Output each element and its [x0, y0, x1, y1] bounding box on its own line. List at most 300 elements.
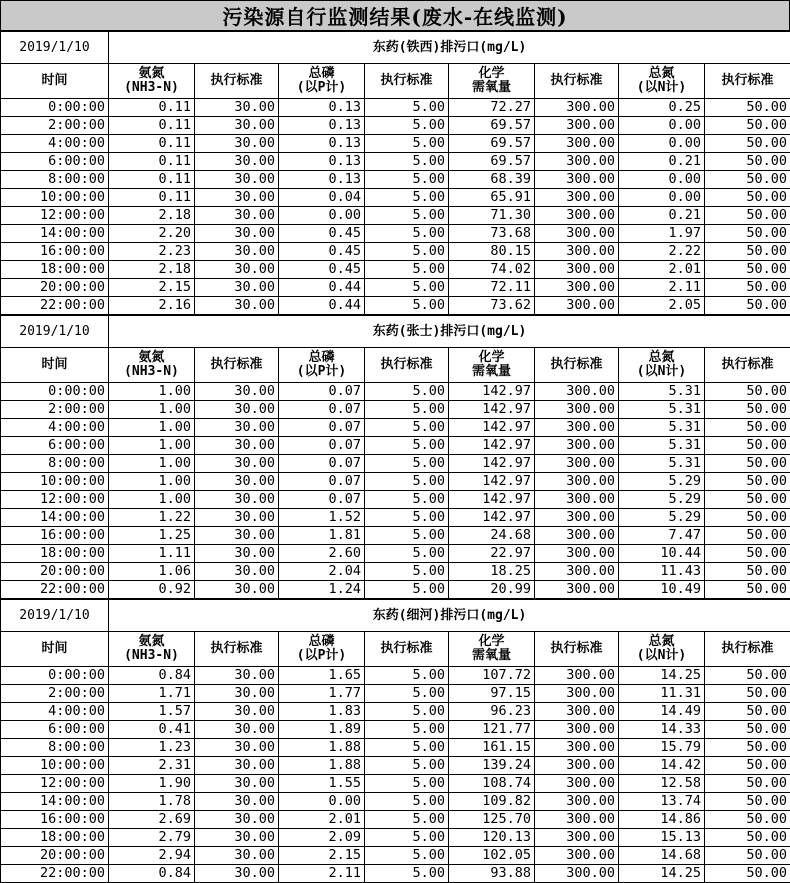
- value-cell: 50.00: [705, 865, 790, 883]
- value-cell: 1.06: [109, 563, 195, 581]
- column-header: [279, 64, 365, 99]
- value-cell: 1.23: [109, 739, 195, 757]
- value-cell: 5.00: [365, 667, 449, 685]
- value-cell: 0.07: [279, 455, 365, 473]
- value-cell: 0.45: [279, 243, 365, 261]
- value-cell: 142.97: [449, 473, 535, 491]
- value-cell: 30.00: [195, 545, 279, 563]
- column-header-line: 执行标准: [705, 74, 790, 88]
- column-header-line: 总氮: [619, 635, 704, 649]
- value-cell: 139.24: [449, 757, 535, 775]
- time-cell: 20:00:00: [1, 847, 109, 865]
- table-row: [1, 455, 790, 473]
- value-cell: 24.68: [449, 527, 535, 545]
- value-cell: 300.00: [535, 775, 619, 793]
- value-cell: 5.00: [365, 847, 449, 865]
- value-cell: 300.00: [535, 473, 619, 491]
- value-cell: 300.00: [535, 455, 619, 473]
- value-cell: 50.00: [705, 811, 790, 829]
- table-row: [1, 225, 790, 243]
- column-header: [109, 64, 195, 99]
- value-cell: 0.04: [279, 189, 365, 207]
- value-cell: 300.00: [535, 99, 619, 117]
- value-cell: 5.31: [619, 383, 705, 401]
- table-row: [1, 793, 790, 811]
- column-header: [279, 348, 365, 383]
- time-cell: 4:00:00: [1, 419, 109, 437]
- value-cell: 50.00: [705, 757, 790, 775]
- value-cell: 300.00: [535, 581, 619, 599]
- value-cell: 0.07: [279, 437, 365, 455]
- value-cell: 50.00: [705, 581, 790, 599]
- value-cell: 5.31: [619, 455, 705, 473]
- column-header: [449, 348, 535, 383]
- table-row: [1, 685, 790, 703]
- table-row: [1, 847, 790, 865]
- value-cell: 300.00: [535, 847, 619, 865]
- time-cell: 0:00:00: [1, 99, 109, 117]
- table-row: [1, 509, 790, 527]
- value-cell: 300.00: [535, 865, 619, 883]
- value-cell: 5.00: [365, 757, 449, 775]
- column-header: [705, 632, 790, 667]
- column-header: [365, 64, 449, 99]
- column-header-line: 总磷: [279, 67, 364, 81]
- time-cell: 6:00:00: [1, 437, 109, 455]
- value-cell: 0.13: [279, 153, 365, 171]
- value-cell: 14.42: [619, 757, 705, 775]
- value-cell: 300.00: [535, 171, 619, 189]
- value-cell: 300.00: [535, 135, 619, 153]
- value-cell: 5.00: [365, 401, 449, 419]
- value-cell: 30.00: [195, 757, 279, 775]
- column-header: [449, 632, 535, 667]
- table-row: [1, 99, 790, 117]
- value-cell: 50.00: [705, 279, 790, 297]
- value-cell: 300.00: [535, 667, 619, 685]
- value-cell: 7.47: [619, 527, 705, 545]
- value-cell: 142.97: [449, 419, 535, 437]
- table-row: [1, 207, 790, 225]
- value-cell: 5.00: [365, 491, 449, 509]
- value-cell: 30.00: [195, 739, 279, 757]
- value-cell: 0.07: [279, 491, 365, 509]
- column-header-line: 执行标准: [365, 642, 448, 656]
- column-header: [535, 632, 619, 667]
- section-outlet-title: 东药(张士)排污口(mg/L): [109, 316, 790, 348]
- time-cell: 8:00:00: [1, 171, 109, 189]
- time-cell: 22:00:00: [1, 581, 109, 599]
- value-cell: 300.00: [535, 703, 619, 721]
- value-cell: 5.00: [365, 279, 449, 297]
- table-row: [1, 117, 790, 135]
- value-cell: 30.00: [195, 703, 279, 721]
- value-cell: 5.31: [619, 419, 705, 437]
- value-cell: 1.77: [279, 685, 365, 703]
- column-header-line: 执行标准: [705, 642, 790, 656]
- value-cell: 5.00: [365, 721, 449, 739]
- value-cell: 5.00: [365, 793, 449, 811]
- value-cell: 50.00: [705, 99, 790, 117]
- value-cell: 5.00: [365, 189, 449, 207]
- value-cell: 74.02: [449, 261, 535, 279]
- value-cell: 30.00: [195, 171, 279, 189]
- column-header-line: 化学: [449, 351, 534, 365]
- value-cell: 1.88: [279, 739, 365, 757]
- value-cell: 50.00: [705, 829, 790, 847]
- value-cell: 50.00: [705, 667, 790, 685]
- value-cell: 14.33: [619, 721, 705, 739]
- section-outlet-title: 东药(铁西)排污口(mg/L): [109, 32, 790, 64]
- value-cell: 300.00: [535, 383, 619, 401]
- value-cell: 1.00: [109, 437, 195, 455]
- value-cell: 300.00: [535, 401, 619, 419]
- value-cell: 300.00: [535, 153, 619, 171]
- value-cell: 30.00: [195, 261, 279, 279]
- value-cell: 30.00: [195, 829, 279, 847]
- value-cell: 96.23: [449, 703, 535, 721]
- time-cell: 16:00:00: [1, 243, 109, 261]
- value-cell: 18.25: [449, 563, 535, 581]
- value-cell: 0.13: [279, 171, 365, 189]
- table-row: [1, 419, 790, 437]
- column-header-line: 总氮: [619, 351, 704, 365]
- value-cell: 50.00: [705, 545, 790, 563]
- value-cell: 5.00: [365, 243, 449, 261]
- value-cell: 5.00: [365, 99, 449, 117]
- value-cell: 0.45: [279, 225, 365, 243]
- value-cell: 0.11: [109, 171, 195, 189]
- table-row: [1, 703, 790, 721]
- column-header: [365, 632, 449, 667]
- value-cell: 30.00: [195, 243, 279, 261]
- value-cell: 97.15: [449, 685, 535, 703]
- value-cell: 300.00: [535, 545, 619, 563]
- value-cell: 50.00: [705, 225, 790, 243]
- value-cell: 12.58: [619, 775, 705, 793]
- value-cell: 30.00: [195, 207, 279, 225]
- value-cell: 5.00: [365, 473, 449, 491]
- value-cell: 2.20: [109, 225, 195, 243]
- value-cell: 30.00: [195, 419, 279, 437]
- column-header-line: (以N计): [619, 649, 704, 663]
- value-cell: 69.57: [449, 153, 535, 171]
- value-cell: 0.00: [619, 189, 705, 207]
- value-cell: 142.97: [449, 437, 535, 455]
- table-row: [1, 297, 790, 315]
- table-row: [1, 279, 790, 297]
- value-cell: 50.00: [705, 401, 790, 419]
- column-header: [1, 64, 109, 99]
- column-header: [109, 348, 195, 383]
- value-cell: 161.15: [449, 739, 535, 757]
- column-header: [535, 348, 619, 383]
- value-cell: 5.00: [365, 545, 449, 563]
- column-header-line: 时间: [1, 74, 108, 88]
- time-cell: 22:00:00: [1, 865, 109, 883]
- value-cell: 5.00: [365, 563, 449, 581]
- value-cell: 5.00: [365, 207, 449, 225]
- value-cell: 5.00: [365, 117, 449, 135]
- value-cell: 300.00: [535, 739, 619, 757]
- value-cell: 14.25: [619, 865, 705, 883]
- value-cell: 80.15: [449, 243, 535, 261]
- value-cell: 30.00: [195, 279, 279, 297]
- value-cell: 5.00: [365, 581, 449, 599]
- value-cell: 50.00: [705, 117, 790, 135]
- table-row: [1, 757, 790, 775]
- value-cell: 5.29: [619, 509, 705, 527]
- value-cell: 2.01: [279, 811, 365, 829]
- column-header: [705, 348, 790, 383]
- value-cell: 0.11: [109, 135, 195, 153]
- value-cell: 30.00: [195, 527, 279, 545]
- value-cell: 2.09: [279, 829, 365, 847]
- value-cell: 65.91: [449, 189, 535, 207]
- time-cell: 18:00:00: [1, 829, 109, 847]
- value-cell: 1.00: [109, 383, 195, 401]
- time-cell: 20:00:00: [1, 563, 109, 581]
- value-cell: 300.00: [535, 419, 619, 437]
- column-header: [365, 348, 449, 383]
- table-row: [1, 721, 790, 739]
- time-cell: 8:00:00: [1, 455, 109, 473]
- value-cell: 50.00: [705, 135, 790, 153]
- value-cell: 50.00: [705, 721, 790, 739]
- value-cell: 0.21: [619, 207, 705, 225]
- value-cell: 30.00: [195, 509, 279, 527]
- table-row: [1, 581, 790, 599]
- value-cell: 1.65: [279, 667, 365, 685]
- value-cell: 1.81: [279, 527, 365, 545]
- value-cell: 50.00: [705, 207, 790, 225]
- value-cell: 1.55: [279, 775, 365, 793]
- time-cell: 16:00:00: [1, 527, 109, 545]
- value-cell: 102.05: [449, 847, 535, 865]
- value-cell: 5.00: [365, 527, 449, 545]
- table-row: [1, 135, 790, 153]
- value-cell: 30.00: [195, 383, 279, 401]
- value-cell: 0.13: [279, 99, 365, 117]
- column-header: [619, 348, 705, 383]
- time-cell: 2:00:00: [1, 401, 109, 419]
- value-cell: 30.00: [195, 667, 279, 685]
- value-cell: 73.68: [449, 225, 535, 243]
- value-cell: 108.74: [449, 775, 535, 793]
- time-cell: 6:00:00: [1, 721, 109, 739]
- value-cell: 300.00: [535, 261, 619, 279]
- column-header: [619, 632, 705, 667]
- value-cell: 0.00: [619, 171, 705, 189]
- value-cell: 0.13: [279, 117, 365, 135]
- value-cell: 50.00: [705, 297, 790, 315]
- value-cell: 0.21: [619, 153, 705, 171]
- value-cell: 142.97: [449, 455, 535, 473]
- column-header-line: 需氧量: [449, 649, 534, 663]
- value-cell: 142.97: [449, 509, 535, 527]
- time-cell: 4:00:00: [1, 135, 109, 153]
- column-header-line: 执行标准: [195, 74, 278, 88]
- time-cell: 18:00:00: [1, 545, 109, 563]
- time-cell: 14:00:00: [1, 225, 109, 243]
- value-cell: 142.97: [449, 401, 535, 419]
- table-row: [1, 171, 790, 189]
- column-header: [449, 64, 535, 99]
- value-cell: 15.13: [619, 829, 705, 847]
- value-cell: 50.00: [705, 153, 790, 171]
- column-header-line: (以N计): [619, 81, 704, 95]
- table-row: [1, 153, 790, 171]
- value-cell: 300.00: [535, 829, 619, 847]
- value-cell: 0.00: [619, 117, 705, 135]
- section-table: [0, 31, 790, 315]
- value-cell: 72.27: [449, 99, 535, 117]
- value-cell: 0.41: [109, 721, 195, 739]
- value-cell: 14.68: [619, 847, 705, 865]
- value-cell: 300.00: [535, 527, 619, 545]
- value-cell: 1.00: [109, 419, 195, 437]
- column-header-line: (以P计): [279, 81, 364, 95]
- value-cell: 30.00: [195, 491, 279, 509]
- value-cell: 1.52: [279, 509, 365, 527]
- value-cell: 14.25: [619, 667, 705, 685]
- value-cell: 300.00: [535, 491, 619, 509]
- column-header: [279, 632, 365, 667]
- table-row: [1, 545, 790, 563]
- value-cell: 2.05: [619, 297, 705, 315]
- table-row: [1, 261, 790, 279]
- value-cell: 71.30: [449, 207, 535, 225]
- value-cell: 0.07: [279, 383, 365, 401]
- value-cell: 125.70: [449, 811, 535, 829]
- time-cell: 2:00:00: [1, 685, 109, 703]
- value-cell: 120.13: [449, 829, 535, 847]
- value-cell: 142.97: [449, 491, 535, 509]
- table-row: [1, 563, 790, 581]
- column-header-line: 执行标准: [365, 358, 448, 372]
- value-cell: 20.99: [449, 581, 535, 599]
- value-cell: 0.45: [279, 261, 365, 279]
- value-cell: 50.00: [705, 261, 790, 279]
- table-row: [1, 189, 790, 207]
- value-cell: 5.29: [619, 491, 705, 509]
- value-cell: 68.39: [449, 171, 535, 189]
- value-cell: 5.00: [365, 383, 449, 401]
- value-cell: 50.00: [705, 491, 790, 509]
- value-cell: 0.13: [279, 135, 365, 153]
- value-cell: 0.11: [109, 189, 195, 207]
- value-cell: 1.97: [619, 225, 705, 243]
- value-cell: 107.72: [449, 667, 535, 685]
- table-row: [1, 491, 790, 509]
- value-cell: 300.00: [535, 685, 619, 703]
- value-cell: 5.00: [365, 811, 449, 829]
- table-row: [1, 527, 790, 545]
- value-cell: 5.31: [619, 437, 705, 455]
- value-cell: 5.00: [365, 225, 449, 243]
- table-row: [1, 775, 790, 793]
- table-row: [1, 401, 790, 419]
- value-cell: 50.00: [705, 563, 790, 581]
- column-header: [535, 64, 619, 99]
- value-cell: 0.00: [279, 207, 365, 225]
- time-cell: 16:00:00: [1, 811, 109, 829]
- value-cell: 109.82: [449, 793, 535, 811]
- column-header-line: (以N计): [619, 365, 704, 379]
- value-cell: 5.00: [365, 865, 449, 883]
- value-cell: 0.44: [279, 279, 365, 297]
- value-cell: 50.00: [705, 383, 790, 401]
- value-cell: 0.25: [619, 99, 705, 117]
- value-cell: 2.18: [109, 207, 195, 225]
- value-cell: 0.00: [619, 135, 705, 153]
- value-cell: 11.43: [619, 563, 705, 581]
- time-cell: 12:00:00: [1, 491, 109, 509]
- value-cell: 2.69: [109, 811, 195, 829]
- column-header: [619, 64, 705, 99]
- value-cell: 0.11: [109, 99, 195, 117]
- time-cell: 10:00:00: [1, 757, 109, 775]
- value-cell: 30.00: [195, 473, 279, 491]
- value-cell: 300.00: [535, 757, 619, 775]
- value-cell: 11.31: [619, 685, 705, 703]
- column-header: [195, 348, 279, 383]
- value-cell: 14.49: [619, 703, 705, 721]
- column-header: [109, 632, 195, 667]
- table-row: [1, 739, 790, 757]
- value-cell: 1.00: [109, 473, 195, 491]
- column-header-line: 时间: [1, 358, 108, 372]
- value-cell: 1.11: [109, 545, 195, 563]
- value-cell: 2.15: [109, 279, 195, 297]
- time-cell: 12:00:00: [1, 207, 109, 225]
- value-cell: 300.00: [535, 117, 619, 135]
- value-cell: 1.00: [109, 401, 195, 419]
- value-cell: 142.97: [449, 383, 535, 401]
- value-cell: 30.00: [195, 563, 279, 581]
- column-header-line: 化学: [449, 67, 534, 81]
- value-cell: 30.00: [195, 135, 279, 153]
- column-header-line: (NH3-N): [109, 649, 194, 663]
- value-cell: 300.00: [535, 225, 619, 243]
- value-cell: 72.11: [449, 279, 535, 297]
- value-cell: 50.00: [705, 419, 790, 437]
- value-cell: 0.84: [109, 667, 195, 685]
- value-cell: 30.00: [195, 225, 279, 243]
- value-cell: 2.22: [619, 243, 705, 261]
- value-cell: 93.88: [449, 865, 535, 883]
- column-header-line: 执行标准: [365, 74, 448, 88]
- value-cell: 30.00: [195, 437, 279, 455]
- time-cell: 18:00:00: [1, 261, 109, 279]
- column-header-line: 总磷: [279, 635, 364, 649]
- value-cell: 30.00: [195, 865, 279, 883]
- value-cell: 300.00: [535, 207, 619, 225]
- value-cell: 1.90: [109, 775, 195, 793]
- time-cell: 4:00:00: [1, 703, 109, 721]
- table-row: [1, 811, 790, 829]
- value-cell: 121.77: [449, 721, 535, 739]
- time-cell: 8:00:00: [1, 739, 109, 757]
- value-cell: 0.84: [109, 865, 195, 883]
- value-cell: 0.07: [279, 401, 365, 419]
- value-cell: 14.86: [619, 811, 705, 829]
- column-header: [1, 632, 109, 667]
- column-header-line: 需氧量: [449, 365, 534, 379]
- value-cell: 30.00: [195, 793, 279, 811]
- time-cell: 2:00:00: [1, 117, 109, 135]
- value-cell: 5.00: [365, 135, 449, 153]
